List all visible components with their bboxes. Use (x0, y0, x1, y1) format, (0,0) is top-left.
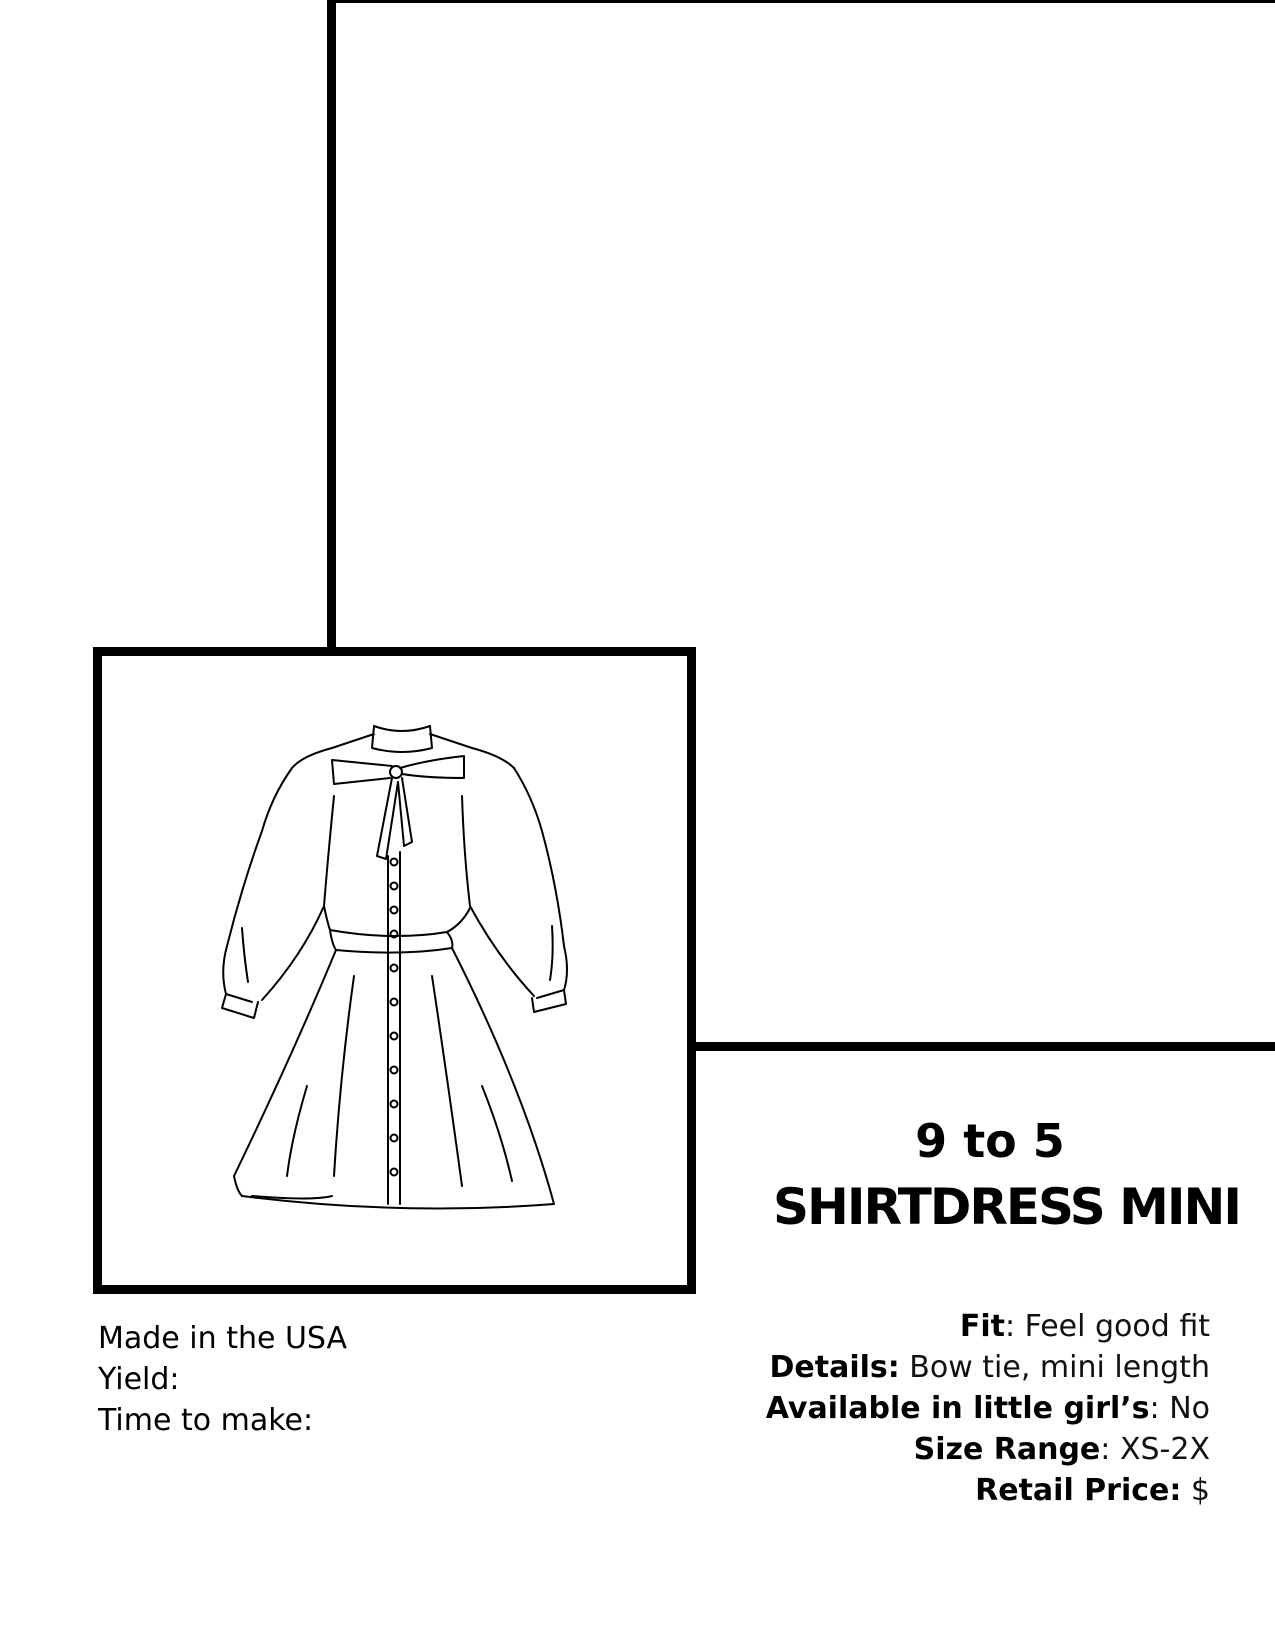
fit-separator: : (1004, 1309, 1025, 1344)
size-range-value: XS-2X (1119, 1432, 1210, 1467)
production-info (98, 1318, 347, 1441)
time-to-make-label: Time to make: (98, 1403, 314, 1438)
spec-fit (766, 1306, 1210, 1347)
title-line-2: SHIRTDRESS MINI (773, 1178, 1240, 1236)
horizontal-divider-line (690, 1042, 1275, 1051)
product-specs (766, 1306, 1210, 1511)
little-girls-label: Available in little girl’s (765, 1391, 1150, 1426)
spec-details (766, 1347, 1210, 1388)
fit-label: Fit (959, 1309, 1005, 1344)
details-value: Bow tie, mini length (899, 1350, 1210, 1385)
dress-image-frame (93, 647, 696, 1294)
top-border-line (327, 0, 1275, 3)
yield-label: Yield: (98, 1362, 180, 1397)
made-in-text: Made in the USA (98, 1321, 348, 1356)
title-line-1: 9 to 5 (915, 1114, 1065, 1168)
details-label: Details: (769, 1350, 900, 1385)
vertical-divider-line (327, 0, 336, 650)
spec-little-girls (766, 1388, 1210, 1429)
spec-retail-price (766, 1470, 1210, 1511)
retail-price-value: $ (1181, 1473, 1210, 1508)
size-range-label: Size Range (913, 1432, 1101, 1467)
little-girls-separator: : (1149, 1391, 1170, 1426)
size-range-separator: : (1100, 1432, 1120, 1467)
shirtdress-line-drawing-icon (102, 656, 687, 1285)
retail-price-label: Retail Price: (975, 1473, 1182, 1508)
spec-size-range (766, 1429, 1210, 1470)
product-title (700, 1110, 1240, 1242)
fit-value: Feel good fit (1024, 1309, 1210, 1344)
little-girls-value: No (1169, 1391, 1210, 1426)
